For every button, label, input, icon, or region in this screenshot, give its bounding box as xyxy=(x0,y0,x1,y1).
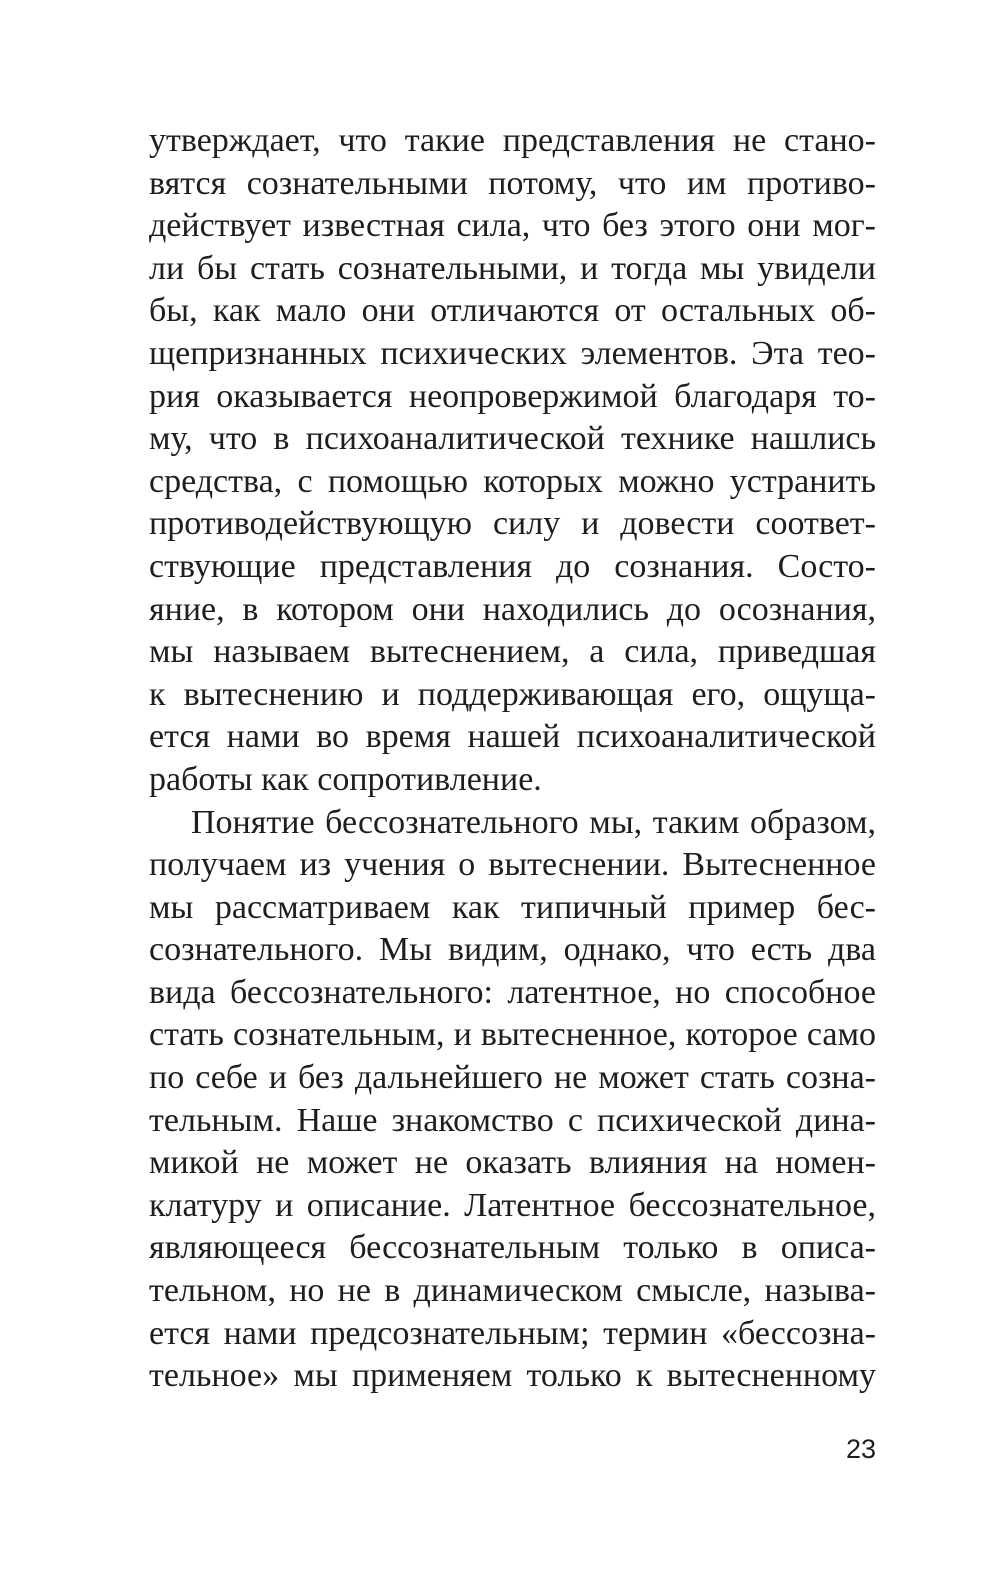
text-line: мы называем вытеснением, а сила, приведшая xyxy=(149,633,876,671)
text-line: му, что в психоаналитической технике нашлись xyxy=(149,420,876,458)
text-line: стать сознательным, и вытесненное, которое само xyxy=(149,1016,876,1054)
text-line: тельное» мы применяем только к вытесненному xyxy=(149,1357,876,1395)
text-line: ствующие представления до сознания. Состо- xyxy=(149,547,876,585)
text-line: действует известная сила, что без этого они мог- xyxy=(149,207,876,245)
text-line: Понятие бессознательного мы, таким образом, xyxy=(191,803,876,841)
text-line: тельным. Наше знакомство с психической дина- xyxy=(149,1101,876,1139)
text-line: ли бы стать сознательными, и тогда мы увидели xyxy=(149,249,876,287)
text-line: вятся сознательными потому, что им противо- xyxy=(149,164,876,202)
text-line: получаем из учения о вытеснении. Вытесненное xyxy=(149,846,876,884)
body-text xyxy=(149,120,876,1398)
text-line: по себе и без дальнейшего не может стать созна- xyxy=(149,1059,876,1097)
text-line: ется нами во время нашей психоаналитической xyxy=(149,718,876,756)
text-line: средства, с помощью которых можно устранить xyxy=(149,462,876,500)
text-line: являющееся бессознательным только в описа- xyxy=(149,1229,876,1267)
paragraph-1 xyxy=(149,120,876,802)
text-line: противодействующую силу и довести соответ- xyxy=(149,505,876,543)
text-line: работы как сопротивление. xyxy=(149,760,542,798)
text-line: микой не может не оказать влияния на номен- xyxy=(149,1144,876,1182)
text-line: яние, в котором они находились до осознания, xyxy=(149,590,876,628)
text-line: мы рассматриваем как типичный пример бес- xyxy=(149,888,876,926)
text-line: вида бессознательного: латентное, но способное xyxy=(149,973,876,1011)
text-line: тельном, но не в динамическом смысле, называ- xyxy=(149,1272,876,1310)
text-line: рия оказывается неопровержимой благодаря то- xyxy=(149,377,876,415)
text-line: бы, как мало они отличаются от остальных об- xyxy=(149,292,876,330)
page-number: 23 xyxy=(845,1434,876,1464)
text-line: сознательного. Мы видим, однако, что есть два xyxy=(149,931,876,969)
text-line: к вытеснению и поддерживающая его, ощуща- xyxy=(149,675,876,713)
text-line: клатуру и описание. Латентное бессознательное, xyxy=(149,1186,876,1224)
text-line: ется нами предсознательным; термин «бессозна- xyxy=(149,1314,876,1352)
text-line: щепризнанных психических элементов. Эта тео- xyxy=(149,334,876,372)
text-line: утверждает, что такие представления не стано- xyxy=(149,122,876,159)
paragraph-2 xyxy=(149,802,876,1398)
